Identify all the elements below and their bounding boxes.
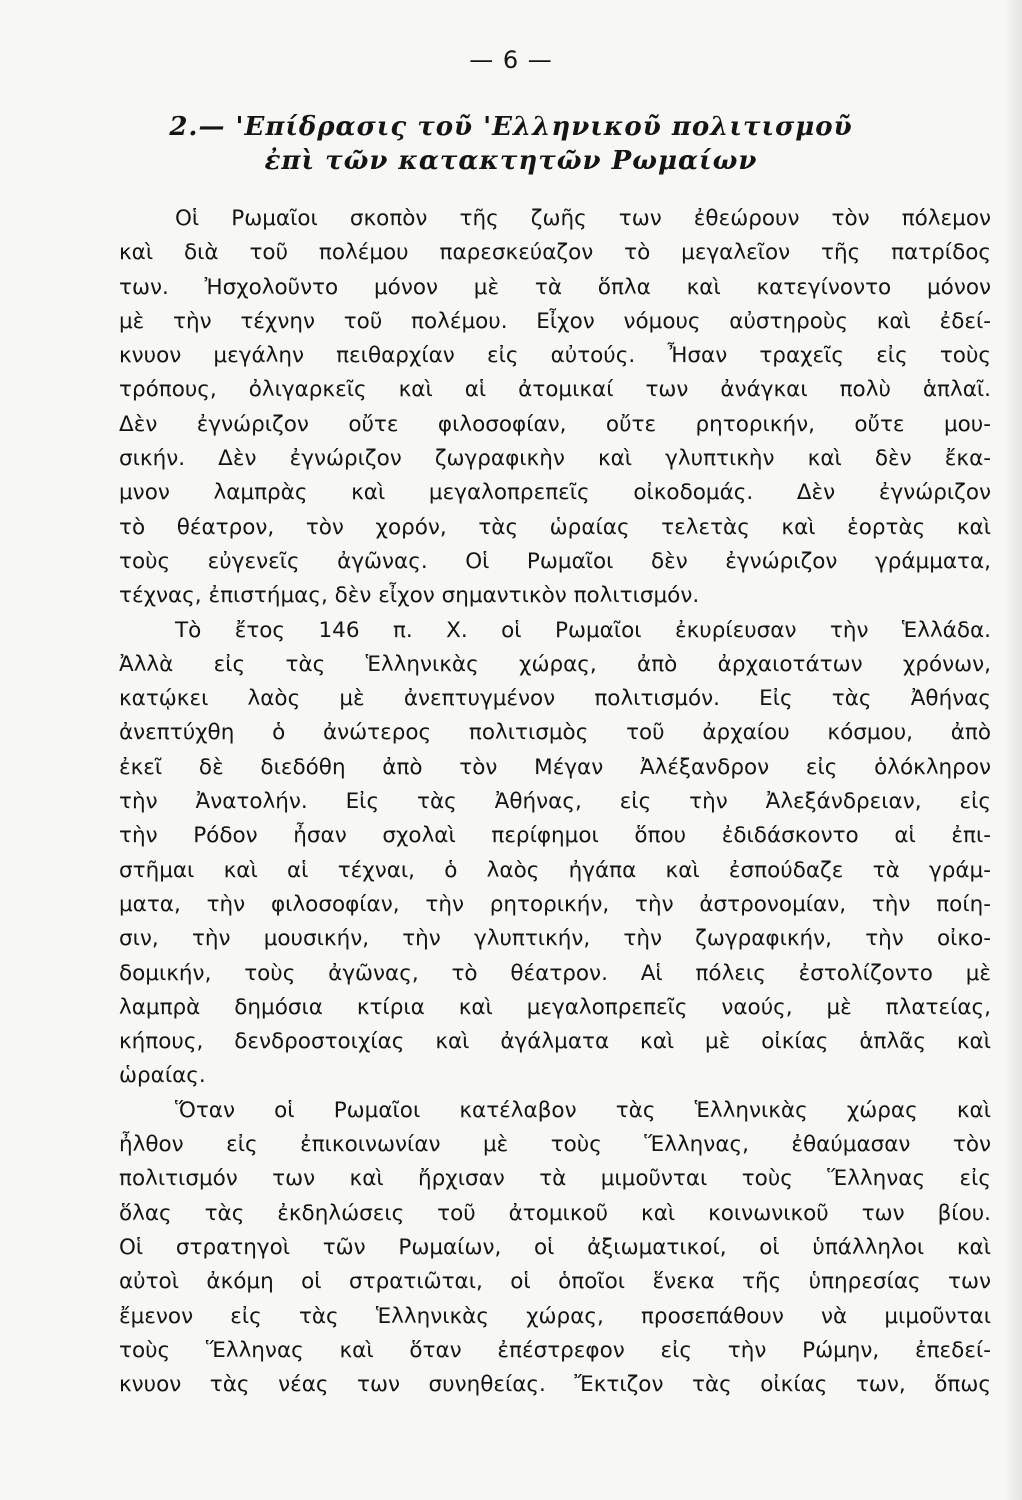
text-line: μνον λαμπρὰς καὶ μεγαλοπρεπεῖς οἰκοδομάς. Δὲν ἐγνώριζον: [119, 480, 991, 506]
text-line: ἔμενον εἰς τὰς Ἑλληνικὰς χώρας, προσεπάθουν νὰ μιμοῦνται: [119, 1303, 991, 1329]
text-line: κήπους, δενδροστοιχίας καὶ ἀγάλματα καὶ μὲ οἰκίας ἁπλᾶς καὶ: [119, 1029, 991, 1055]
text-line: σιν, τὴν μουσικήν, τὴν γλυπτικήν, τὴν ζωγραφικήν, τὴν οἰκο-: [119, 926, 991, 952]
text-line: πολιτισμόν των καὶ ἤρχισαν τὰ μιμοῦνται τοὺς Ἕλληνας εἰς: [119, 1166, 991, 1192]
text-line: Ἀλλὰ εἰς τὰς Ἑλληνικὰς χώρας, ἀπὸ ἀρχαιοτάτων χρόνων,: [119, 651, 991, 677]
text-line: ματα, τὴν φιλοσοφίαν, τὴν ρητορικήν, τὴν ἀστρονομίαν, τὴν ποίη-: [119, 891, 991, 917]
text-line: στῆμαι καὶ αἱ τέχναι, ὁ λαὸς ἠγάπα καὶ ἐσπούδαζε τὰ γράμ-: [119, 857, 991, 883]
text-line: μὲ τὴν τέχνην τοῦ πολέμου. Εἶχον νόμους αὐστηροὺς καὶ ἐδεί-: [119, 308, 991, 334]
text-line: τρόπους, ὀλιγαρκεῖς καὶ αἱ ἀτομικαί των ἀνάγκαι πολὺ ἁπλαῖ.: [119, 377, 991, 403]
text-line: τὴν Ἀνατολήν. Εἰς τὰς Ἀθήνας, εἰς τὴν Ἀλεξάνδρειαν, εἰς: [119, 789, 991, 815]
section-subheading: ἐπὶ τῶν κατακτητῶν Ρωμαίων: [264, 146, 758, 176]
text-line: καὶ διὰ τοῦ πολέμου παρεσκεύαζον τὸ μεγαλεῖον τῆς πατρίδος: [119, 240, 991, 266]
text-line: τὸ θέατρον, τὸν χορόν, τὰς ὡραίας τελετὰς καὶ ἑορτὰς καὶ: [119, 514, 991, 540]
text-line: Οἱ στρατηγοὶ τῶν Ρωμαίων, οἱ ἀξιωματικοί, οἱ ὑπάλληλοι καὶ: [119, 1234, 991, 1260]
page-number: — 6 —: [469, 46, 553, 74]
text-line: τοὺς εὐγενεῖς ἀγῶνας. Οἱ Ρωμαῖοι δὲν ἐγνώριζον γράμματα,: [119, 548, 991, 574]
text-line: τὴν Ρόδον ἦσαν σχολαὶ περίφημοι ὅπου ἐδιδάσκοντο αἱ ἐπι-: [119, 823, 991, 849]
text-line: κατῴκει λαὸς μὲ ἀνεπτυγμένον πολιτισμόν. Εἰς τὰς Ἀθήνας: [119, 686, 991, 712]
text-line: Ὅταν οἱ Ρωμαῖοι κατέλαβον τὰς Ἑλληνικὰς χώρας καὶ: [175, 1097, 991, 1123]
section-heading: 2.— 'Επίδρασις τοῦ 'Ελληνικοῦ πολιτισμοῦ: [169, 112, 853, 142]
text-line: τοὺς Ἕλληνας καὶ ὅταν ἐπέστρεφον εἰς τὴν Ρώμην, ἐπεδεί-: [119, 1337, 991, 1363]
text-line: ὡραίας.: [119, 1063, 206, 1089]
text-line: ἦλθον εἰς ἐπικοινωνίαν μὲ τοὺς Ἕλληνας, ἐθαύμασαν τὸν: [119, 1132, 991, 1158]
text-line: ἐκεῖ δὲ διεδόθη ἀπὸ τὸν Μέγαν Ἀλέξανδρον εἰς ὁλόκληρον: [119, 754, 991, 780]
text-line: ὅλας τὰς ἐκδηλώσεις τοῦ ἀτομικοῦ καὶ κοινωνικοῦ των βίου.: [119, 1200, 991, 1226]
text-line: κνυον μεγάλην πειθαρχίαν εἰς αὐτούς. Ἦσαν τραχεῖς εἰς τοὺς: [119, 343, 991, 369]
text-line: δομικήν, τοὺς ἀγῶνας, τὸ θέατρον. Αἱ πόλεις ἐστολίζοντο μὲ: [119, 960, 991, 986]
text-line: κνυον τὰς νέας των συνηθείας. Ἔκτιζον τὰς οἰκίας των, ὅπως: [119, 1372, 991, 1398]
text-line: αὐτοὶ ἀκόμη οἱ στρατιῶται, οἱ ὁποῖοι ἕνεκα τῆς ὑπηρεσίας των: [119, 1269, 991, 1295]
text-line: των. Ἠσχολοῦντο μόνον μὲ τὰ ὅπλα καὶ κατεγίνοντο μόνον: [119, 274, 991, 300]
body-text: [119, 202, 991, 1402]
text-line: ἀνεπτύχθη ὁ ἀνώτερος πολιτισμὸς τοῦ ἀρχαίου κόσμου, ἀπὸ: [119, 720, 991, 746]
text-line: Τὸ ἔτος 146 π. Χ. οἱ Ρωμαῖοι ἐκυρίευσαν τὴν Ἑλλάδα.: [175, 617, 991, 643]
text-line: Δὲν ἐγνώριζον οὔτε φιλοσοφίαν, οὔτε ρητορικήν, οὔτε μου-: [119, 411, 991, 437]
text-line: σικήν. Δὲν ἐγνώριζον ζωγραφικὴν καὶ γλυπτικὴν καὶ δὲν ἔκα-: [119, 446, 991, 472]
text-line: λαμπρὰ δημόσια κτίρια καὶ μεγαλοπρεπεῖς ναούς, μὲ πλατείας,: [119, 994, 991, 1020]
text-line: Οἱ Ρωμαῖοι σκοπὸν τῆς ζωῆς των ἐθεώρουν τὸν πόλεμον: [175, 206, 991, 231]
text-line: τέχνας, ἐπιστήμας, δὲν εἶχον σημαντικὸν πολιτισμόν.: [119, 583, 700, 609]
